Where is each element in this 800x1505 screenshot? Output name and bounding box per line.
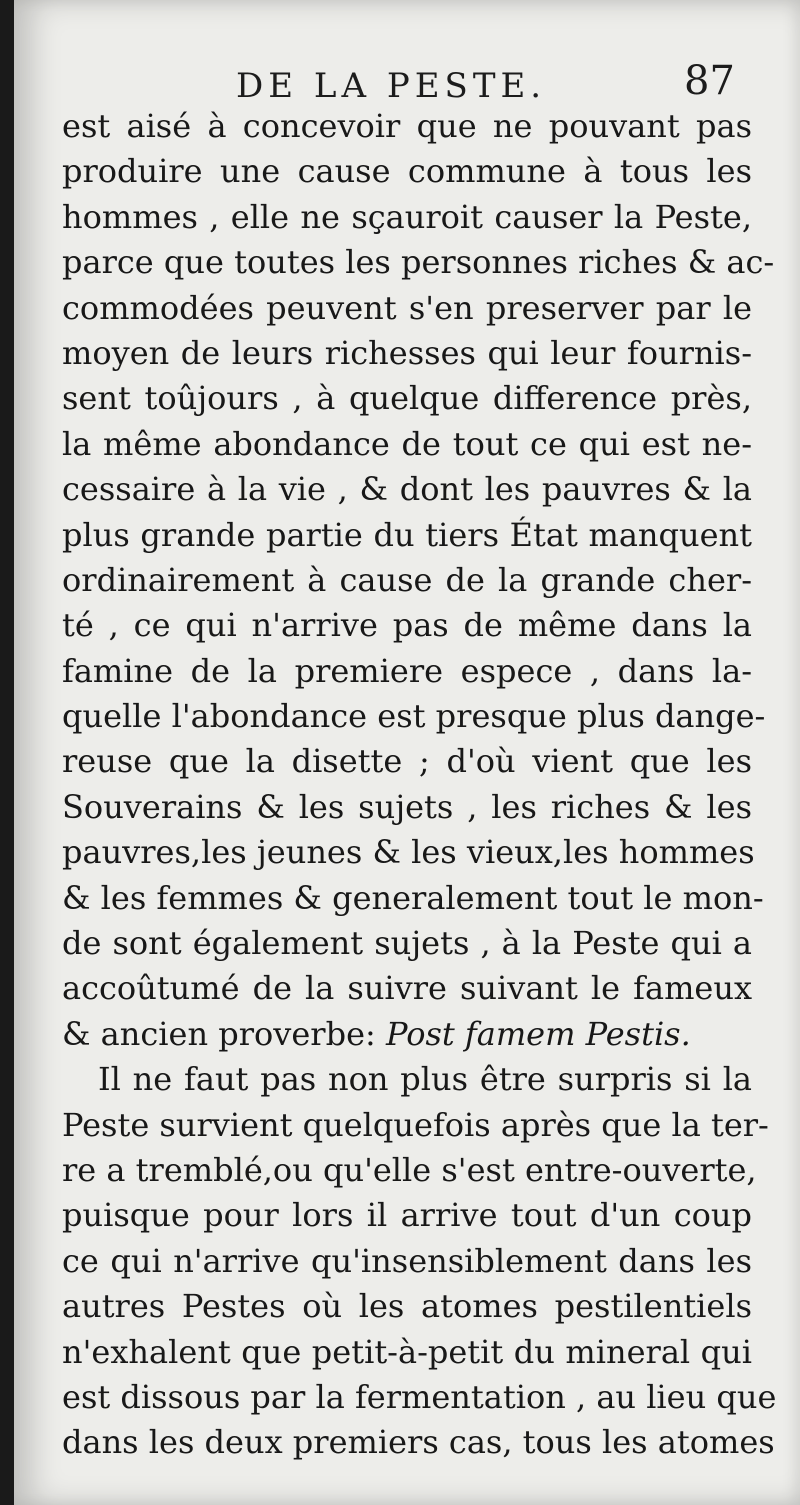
text-line: de sont également sujets , à la Peste qui a [62,924,752,963]
text-line: cessaire à la vie , & dont les pauvres & la [62,470,752,509]
text-line: est dissous par la fermentation , au lieu que [62,1377,777,1416]
page-number: 87 [684,58,735,104]
text-line: la même abondance de tout ce qui est ne- [62,424,752,463]
text-line: puisque pour lors il arrive tout d'un coup [62,1196,752,1235]
text-line: té , ce qui n'arrive pas de même dans la [62,606,752,645]
text-line: quelle l'abondance est presque plus dange- [62,697,766,736]
text-line: ce qui n'arrive qu'insensiblement dans les [62,1241,752,1280]
running-head: DE LA PESTE. [236,66,547,106]
text-line: pauvres,les jeunes & les vieux,les hommes [62,833,755,872]
proverb-line [62,1012,752,1057]
latin-proverb: Post famem Pestis. [385,1014,691,1053]
text-line: est aisé à concevoir que ne pouvant pas [62,107,752,145]
text-line: sent toûjours , à quelque difference près, [62,379,752,418]
text-line: & les femmes & generalement tout le mon- [62,878,764,917]
text-line: Il ne faut pas non plus être surpris si la [98,1060,752,1099]
text-line: plus grande partie du tiers État manquent [62,515,752,554]
text-line: n'exhalent que petit-à-petit du mineral qui [62,1332,752,1371]
text-line: moyen de leurs richesses qui leur fournis- [62,333,752,372]
text-line: parce que toutes les personnes riches & ac- [62,243,775,282]
text-line: reuse que la disette ; d'où vient que les [62,742,752,781]
text-line: Peste survient quelquefois après que la ter- [62,1105,769,1144]
text-line: re a tremblé,ou qu'elle s'est entre-ouverte, [62,1150,757,1189]
book-page [14,0,800,1505]
text-line: ordinairement à cause de la grande cher- [62,560,752,599]
text-line: dans les deux premiers cas, tous les atomes [62,1423,775,1462]
text-line: accoûtumé de la suivre suivant le fameux [62,969,752,1008]
text-line: produire une cause commune à tous les [62,152,752,191]
proverb-prefix: & ancien proverbe: [62,1014,386,1053]
text-line: commodées peuvent s'en preserver par le [62,288,752,327]
body-text [62,104,777,1466]
text-line: autres Pestes où les atomes pestilentiels [62,1287,752,1326]
text-line: hommes , elle ne sçauroit causer la Peste, [62,197,752,236]
text-line: famine de la premiere espece , dans la- [62,651,752,690]
text-line: Souverains & les sujets , les riches & les [62,787,752,826]
